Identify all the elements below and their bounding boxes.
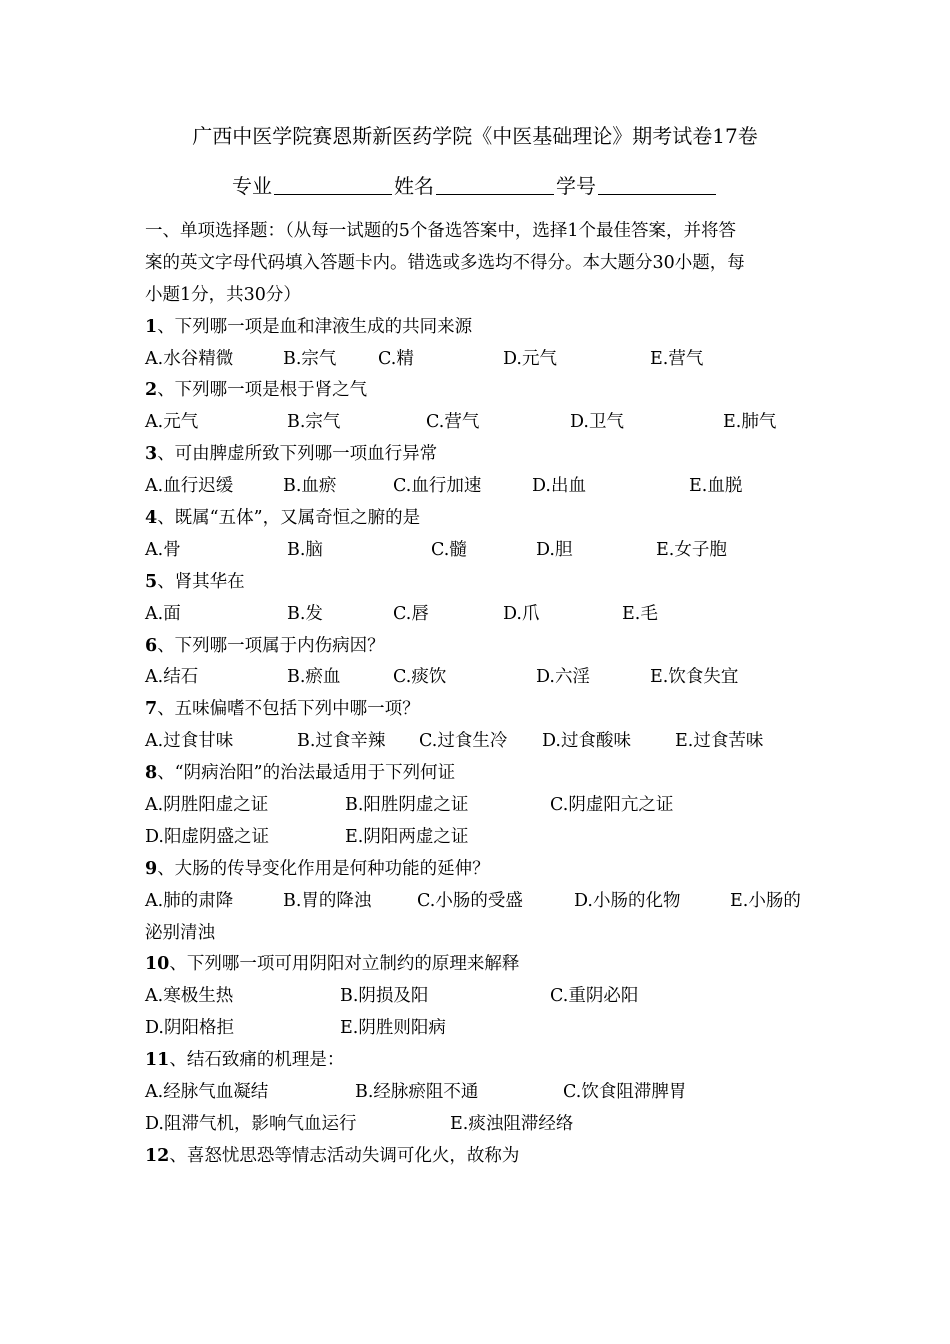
question-number: 12 xyxy=(145,1145,170,1166)
question-text: 、下列哪一项属于内伤病因？ xyxy=(157,635,385,656)
question-number: 7 xyxy=(145,699,158,720)
options-row xyxy=(145,822,810,854)
option-c: C.饮食阻滞脾胃 xyxy=(563,1082,687,1103)
option-a: A.结石 xyxy=(145,667,199,688)
option-e: E.阴阳两虚之证 xyxy=(345,826,469,847)
options-row xyxy=(145,886,810,918)
section-instructions-line-3: 小题1分，共30分） xyxy=(145,284,301,305)
options-row xyxy=(145,1109,810,1141)
question-stem xyxy=(145,503,810,535)
name-label: 姓名 xyxy=(394,174,434,198)
question-text: 、下列哪一项是根于肾之气 xyxy=(157,380,368,401)
option-a: A.元气 xyxy=(145,412,199,433)
question-stem xyxy=(145,1141,810,1173)
question-text: 、可由脾虚所致下列哪一项血行异常 xyxy=(157,444,438,465)
option-c: C.阴虚阳亢之证 xyxy=(550,795,674,816)
option-d: D.过食酸味 xyxy=(542,731,631,752)
options-row xyxy=(145,981,810,1013)
options-row xyxy=(145,1077,810,1109)
option-d: D.六淫 xyxy=(536,667,590,688)
question-number: 10 xyxy=(145,954,170,975)
student-id-blank[interactable] xyxy=(598,172,716,195)
options-row xyxy=(145,599,810,631)
question-text: 、下列哪一项可用阴阳对立制约的原理来解释 xyxy=(169,954,520,975)
question-text: 、喜怒忧思恐等情志活动失调可化火，故称为 xyxy=(169,1145,520,1166)
question-stem xyxy=(145,949,810,981)
major-label: 专业 xyxy=(232,174,272,198)
option-e: E.饮食失宜 xyxy=(650,667,739,688)
question-section xyxy=(145,216,810,1173)
major-blank[interactable] xyxy=(274,172,392,195)
question-number: 5 xyxy=(145,571,158,592)
option-b: B.宗气 xyxy=(287,412,341,433)
option-c: C.髓 xyxy=(431,539,467,560)
option-d: D.小肠的化物 xyxy=(574,890,681,911)
option-a: A.过食甘味 xyxy=(145,731,234,752)
option-a: A.寒极生热 xyxy=(145,986,234,1007)
question-number: 2 xyxy=(145,380,158,401)
option-e: E.小肠的 xyxy=(730,890,801,911)
option-d: D.阻滞气机，影响气血运行 xyxy=(145,1113,357,1134)
question-stem xyxy=(145,694,810,726)
question-stem xyxy=(145,567,810,599)
option-d: D.阴阳格拒 xyxy=(145,1018,234,1039)
option-e: E.血脱 xyxy=(689,476,743,497)
question-number: 8 xyxy=(145,763,158,784)
option-b: B.发 xyxy=(287,603,323,624)
option-a: A.肺的肃降 xyxy=(145,890,234,911)
question-text: 、大肠的传导变化作用是何种功能的延伸？ xyxy=(157,858,490,879)
option-c: C.小肠的受盛 xyxy=(417,890,523,911)
question-number: 3 xyxy=(145,444,158,465)
option-a: A.骨 xyxy=(145,539,181,560)
options-row xyxy=(145,407,810,439)
option-b: B.脑 xyxy=(287,539,323,560)
option-a: A.水谷精微 xyxy=(145,348,234,369)
option-b: B.胃的降浊 xyxy=(283,890,372,911)
question-text: 、下列哪一项是血和津液生成的共同来源 xyxy=(157,316,473,337)
student-id-label: 学号 xyxy=(556,174,596,198)
option-e-continued: 泌别清浊 xyxy=(145,922,215,943)
option-d: D.爪 xyxy=(503,603,540,624)
question-number: 1 xyxy=(145,316,158,337)
student-info-fields xyxy=(0,170,950,202)
options-row xyxy=(145,344,810,376)
question-text: 、既属“五体”，又属奇恒之腑的是 xyxy=(157,508,421,529)
option-c: C.血行加速 xyxy=(393,476,482,497)
question-number: 11 xyxy=(145,1050,170,1071)
option-c: C.过食生冷 xyxy=(419,731,508,752)
options-row xyxy=(145,1013,810,1045)
option-d: D.元气 xyxy=(503,348,557,369)
question-stem xyxy=(145,439,810,471)
question-stem xyxy=(145,854,810,886)
option-b: B.过食辛辣 xyxy=(297,731,386,752)
question-number: 6 xyxy=(145,635,158,656)
option-b: B.阴损及阳 xyxy=(340,986,429,1007)
option-a: A.面 xyxy=(145,603,181,624)
question-stem xyxy=(145,758,810,790)
question-stem xyxy=(145,631,810,663)
option-e: E.过食苦味 xyxy=(675,731,764,752)
question-text: 、肾其华在 xyxy=(157,571,245,592)
option-e: E.阴胜则阳病 xyxy=(340,1018,446,1039)
question-text: 、“阴病治阳”的治法最适用于下列何证 xyxy=(157,763,456,784)
options-row xyxy=(145,471,810,503)
option-e: E.女子胞 xyxy=(656,539,727,560)
section-instructions-line-1: 一、单项选择题：（从每一试题的5个备选答案中，选择1个最佳答案，并将答 xyxy=(145,221,737,241)
option-d: D.出血 xyxy=(532,476,586,497)
option-c: C.唇 xyxy=(393,603,429,624)
option-a: A.血行迟缓 xyxy=(145,476,234,497)
question-stem xyxy=(145,312,810,344)
option-d: D.胆 xyxy=(536,539,573,560)
option-a: A.阴胜阳虚之证 xyxy=(145,795,269,816)
options-row xyxy=(145,662,810,694)
option-c: C.重阴必阳 xyxy=(550,986,639,1007)
option-b: B.经脉瘀阻不通 xyxy=(355,1082,479,1103)
question-stem xyxy=(145,1045,810,1077)
option-d: D.阳虚阴盛之证 xyxy=(145,826,269,847)
option-b: B.血瘀 xyxy=(283,476,337,497)
option-c: C.营气 xyxy=(426,412,480,433)
option-b: B.阳胜阴虚之证 xyxy=(345,795,469,816)
option-b: B.宗气 xyxy=(283,348,337,369)
exam-title: 广西中医学院赛恩斯新医药学院《中医基础理论》期考试卷17卷 xyxy=(192,124,758,148)
options-row xyxy=(145,535,810,567)
option-c: C.精 xyxy=(378,348,414,369)
option-d: D.卫气 xyxy=(570,412,624,433)
section-instructions-line-2: 案的英文字母代码填入答题卡内。错选或多选均不得分。本大题分30小题，每 xyxy=(145,252,745,273)
question-text: 、结石致痛的机理是： xyxy=(169,1050,345,1071)
options-row xyxy=(145,790,810,822)
option-b: B.瘀血 xyxy=(287,667,341,688)
option-e: E.痰浊阻滞经络 xyxy=(450,1113,574,1134)
question-number: 4 xyxy=(145,508,158,529)
question-number: 9 xyxy=(145,858,158,879)
options-row xyxy=(145,726,810,758)
option-a: A.经脉气血凝结 xyxy=(145,1082,269,1103)
option-e: E.营气 xyxy=(650,348,704,369)
name-blank[interactable] xyxy=(436,172,554,195)
option-e: E.肺气 xyxy=(723,412,777,433)
option-e: E.毛 xyxy=(622,603,658,624)
question-stem xyxy=(145,375,810,407)
question-text: 、五味偏嗜不包括下列中哪一项？ xyxy=(157,699,420,720)
option-c: C.痰饮 xyxy=(393,667,447,688)
